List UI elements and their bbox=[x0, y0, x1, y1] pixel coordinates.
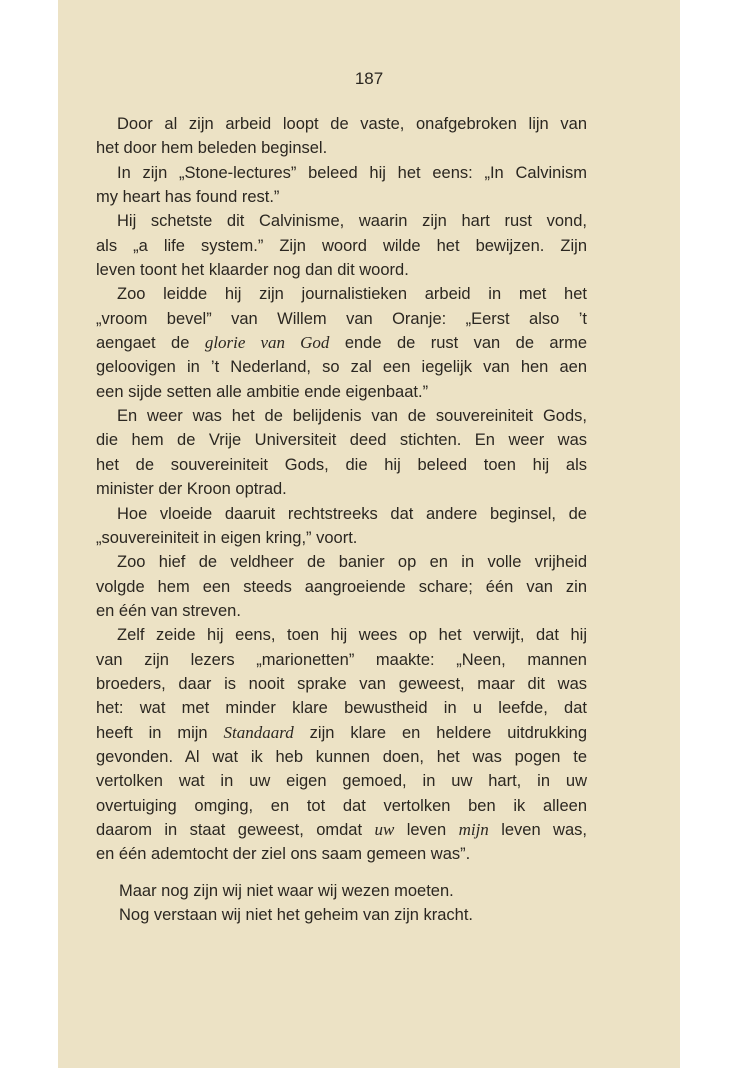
text-line: Zelf zeide hij eens, toen hij wees op het verwijt, dat hij bbox=[117, 626, 587, 645]
italic-text: uw bbox=[374, 819, 395, 839]
paragraph bbox=[96, 161, 587, 210]
paragraph bbox=[96, 282, 587, 404]
text-line: Door al zijn arbeid loopt de vaste, onafgebroken lijn van bbox=[117, 115, 587, 133]
text-line: In zijn „Stone-lectures” beleed hij het eens: „In Calvinism bbox=[117, 163, 587, 182]
italic-text: mijn bbox=[458, 819, 489, 839]
paragraph bbox=[96, 112, 587, 161]
paragraph bbox=[96, 550, 587, 623]
italic-text: Standaard bbox=[223, 722, 294, 742]
text-line: als „a life system.” Zijn woord wilde het bewijzen. Zijn bbox=[96, 236, 587, 255]
text-line: En weer was het de belijdenis van de souvereiniteit Gods, bbox=[117, 407, 587, 426]
text-line: minister der Kroon optrad. bbox=[96, 480, 287, 499]
text-line: leven toont het klaarder nog dan dit woord. bbox=[96, 261, 409, 280]
text-segment: ende de rust van de arme bbox=[329, 334, 587, 353]
paragraph bbox=[96, 404, 587, 501]
text-line: en één ademtocht der ziel ons saam gemeen was”. bbox=[96, 845, 471, 864]
text-line: volgde hem een steeds aangroeiende schare; één van zin bbox=[96, 577, 587, 596]
text-line: die hem de Vrije Universiteit deed stichten. En weer was bbox=[96, 431, 587, 450]
text-line: het de souvereiniteit Gods, die hij beleed toen hij als bbox=[96, 455, 587, 474]
text-line: my heart has found rest.” bbox=[96, 188, 280, 207]
text-line: geloovigen in ’t Nederland, so zal een iegelijk van hen aen bbox=[96, 358, 587, 377]
text-line: „vroom bevel” van Willem van Oranje: „Eerst also ’t bbox=[96, 309, 587, 328]
text-line: Hoe vloeide daaruit rechtstreeks dat andere beginsel, de bbox=[117, 504, 587, 523]
italic-text: glorie van God bbox=[204, 333, 330, 353]
text-segment: heeft in mijn bbox=[96, 723, 224, 742]
text-segment: aengaet de bbox=[96, 334, 205, 353]
text-segment: leven was, bbox=[488, 820, 587, 839]
text-line: een sijde setten alle ambitie ende eigenbaat.” bbox=[96, 382, 429, 401]
text-line bbox=[96, 721, 587, 745]
text-line: het: wat met minder klare bewustheid in u leefde, dat bbox=[96, 699, 587, 718]
text-line: Zoo hief de veldheer de banier op en in volle vrijheid bbox=[117, 553, 587, 572]
page-number: 187 bbox=[354, 69, 384, 88]
text-line: vertolken wat in uw eigen gemoed, in uw hart, in uw bbox=[96, 772, 587, 791]
text-segment: daarom in staat geweest, omdat bbox=[96, 820, 375, 839]
text-line: van zijn lezers „marionetten” maakte: „Neen, mannen bbox=[96, 650, 587, 669]
paragraph bbox=[96, 209, 587, 282]
text-line: „souvereiniteit in eigen kring,” voort. bbox=[96, 528, 358, 547]
text-line: Hij schetste dit Calvinisme, waarin zijn hart rust vond, bbox=[117, 212, 587, 231]
text-line bbox=[96, 818, 587, 842]
text-line: Zoo leidde hij zijn journalistieken arbeid in met het bbox=[117, 285, 587, 304]
closing-verse bbox=[119, 879, 473, 928]
text-segment: leven bbox=[394, 820, 459, 839]
paragraph bbox=[96, 623, 587, 866]
verse-line: Maar nog zijn wij niet waar wij wezen moeten. bbox=[119, 882, 454, 900]
body-text bbox=[96, 112, 587, 867]
verse-line: Nog verstaan wij niet het geheim van zijn kracht. bbox=[119, 906, 474, 925]
text-segment: zijn klare en heldere uitdrukking bbox=[293, 723, 588, 742]
text-line: het door hem beleden beginsel. bbox=[96, 139, 328, 158]
paragraph bbox=[96, 502, 587, 551]
book-page bbox=[58, 0, 680, 1068]
text-line: broeders, daar is nooit sprake van geweest, maar dit was bbox=[96, 674, 587, 693]
text-line: overtuiging omging, en tot dat vertolken ben ik alleen bbox=[96, 796, 587, 815]
text-line: gevonden. Al wat ik heb kunnen doen, het was pogen te bbox=[96, 747, 587, 766]
text-line bbox=[96, 331, 587, 355]
text-line: en één van streven. bbox=[96, 601, 241, 620]
